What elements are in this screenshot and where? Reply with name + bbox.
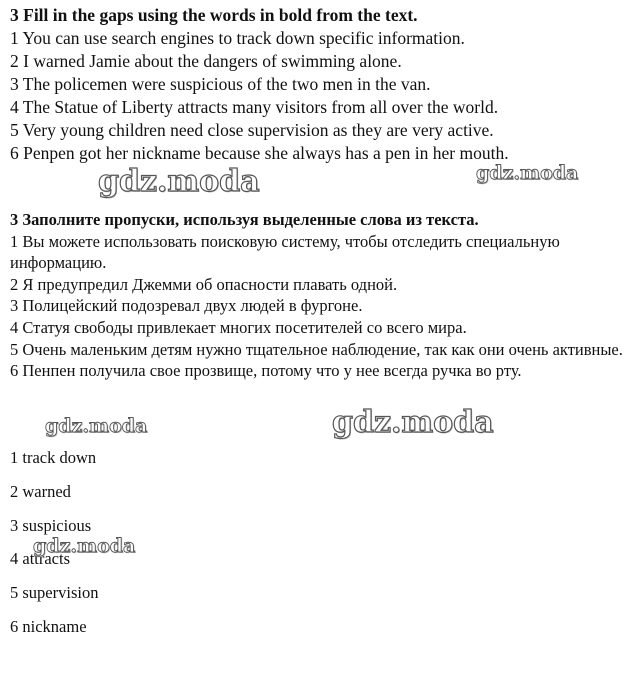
russian-item: 2 Я предупредил Джемми об опасности плавать одной. <box>10 274 398 294</box>
english-heading: 3 Fill in the gaps using the words in bold from the text. <box>10 5 418 25</box>
english-item: 5 Very young children need close supervision as they are very active. <box>10 120 494 140</box>
answer-item: 5 supervision <box>10 583 99 602</box>
russian-item: 6 Пенпен получила свое прозвище, потому что у нее всегда ручка во рту. <box>10 361 522 381</box>
russian-item: 1 Вы можете использовать поисковую систему, чтобы отследить специальную информацию. <box>10 231 560 273</box>
russian-item: 4 Статуя свободы привлекает многих посетителей со всего мира. <box>10 317 467 337</box>
russian-item: 5 Очень маленьким детям нужно тщательное наблюдение, так как они очень активные. <box>10 339 623 359</box>
english-exercise <box>10 4 630 165</box>
answer-item: 4 attracts <box>10 549 71 568</box>
watermark: gdz.moda <box>45 415 148 437</box>
english-item: 3 The policemen were suspicious of the two men in the van. <box>10 74 431 94</box>
russian-item: 3 Полицейский подозревал двух людей в фургоне. <box>10 296 363 316</box>
watermark: gdz.moda <box>476 162 579 184</box>
answer-item: 1 track down <box>10 448 97 467</box>
answer-item: 6 nickname <box>10 617 87 636</box>
russian-exercise <box>10 209 626 382</box>
english-item: 2 I warned Jamie about the dangers of swimming alone. <box>10 51 402 71</box>
english-item: 4 The Statue of Liberty attracts many visitors from all over the world. <box>10 97 499 117</box>
russian-heading: 3 Заполните пропуски, используя выделенные слова из текста. <box>10 210 479 229</box>
answer-item: 3 suspicious <box>10 516 92 535</box>
answer-item: 2 warned <box>10 482 71 501</box>
watermark: gdz.moda <box>332 405 494 440</box>
watermark: gdz.moda <box>33 535 136 557</box>
english-item: 6 Penpen got her nickname because she always has a pen in her mouth. <box>10 143 509 163</box>
watermark: gdz.moda <box>98 164 260 199</box>
english-item: 1 You can use search engines to track down specific information. <box>10 28 465 48</box>
